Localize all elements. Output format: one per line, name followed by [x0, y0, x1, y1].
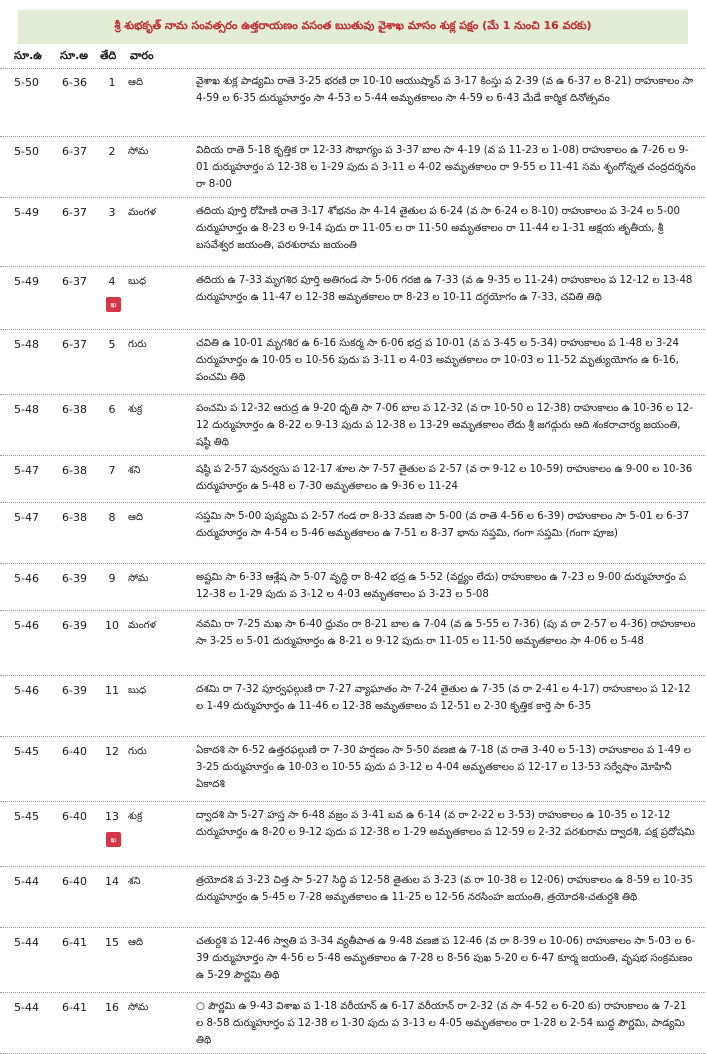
- sunset-cell: 6-37: [62, 145, 87, 158]
- panchang-details: షష్ఠి ప 2-57 పునర్వసు ప 12-17 శూల సా 7-57 తైతుల ప 2-57 (వ రా 9-12 ల 10-59) రాహుకాలం ఉ 9-00 ల 10-36 దుర్ముహూర్తం ఉ 5-48 ల 7-30 అమృతకాలం ఉ 9-36 ల 11-24: [196, 464, 693, 492]
- table-row: [0, 564, 706, 611]
- panchang-details: తదియ ఉ 7-33 మృగశిర పూర్తి అతిగండ సా 5-06 గరజి ఉ 7-33 (వ ఉ 9-35 ల 11-24) రాహుకాలం ప 12-12 ల 13-48 దుర్ముహూర్తం ఉ 11-47 ల 12-38 అమృతకాలం రా 8-23 ల 10-11 దగ్ధయోగం ఉ 7-33, చవితి తిథి: [196, 275, 693, 303]
- table-row: [0, 456, 706, 503]
- date-cell: 16: [105, 1001, 119, 1014]
- date-cell: 4: [108, 275, 116, 288]
- sunset-cell: 6-37: [62, 338, 87, 351]
- sunrise-cell: 5-50: [14, 145, 39, 158]
- date-cell: 5: [108, 338, 116, 351]
- panchang-details: ద్వాదశి సా 5-27 హస్త సా 6-48 వజ్రం ప 3-41 బవ ఉ 6-14 (వ రా 2-22 ల 3-53) రాహుకాలం ఉ 10-35 ల 12-12 దుర్ముహూర్తం ఉ 8-20 ల 9-12 పుదు ప 12-38 ల 1-29 అమృతకాలం ప 12-59 ల 2-32 పరశురామ ద్వాదశి, పక్ష ప్రదోషమి: [196, 810, 695, 838]
- sunset-cell: 6-36: [62, 76, 87, 89]
- table-row: [0, 503, 706, 564]
- date-cell: 7: [108, 464, 116, 477]
- date-cell: 15: [105, 936, 119, 949]
- weekday-cell: ఆది: [128, 77, 144, 88]
- panchang-details: పంచమి ప 12-32 ఆరుద్ర ఉ 9-20 ధృతి సా 7-06 బాల ప 12-32 (వ రా 10-50 ల 12-38) రాహుకాలం ఉ 10-36 ల 12-12 దుర్ముహూర్తం ఉ 8-22 ల 9-13 పుదు ప 12-38 ల 13-29 అమృతకాలం లేదు శ్రీ జగద్గురు ఆది శంకరాచార్య జయంతి, షష్ఠి తిథి: [196, 403, 694, 448]
- panchang-details: సప్తమి సా 5-00 పుష్యమి ప 2-57 గండ రా 8-33 వణజి సా 5-00 (వ రాతె 4-56 ల 6-39) రాహుకాలం సా 5-01 ల 6-37 దుర్ముహూర్తం సా 4-54 ల 5-46 అమృతకాలం ఉ 7-51 ల 8-37 భాను సప్తమి, గంగా సప్తమి (గంగా పూజ): [196, 511, 690, 539]
- date-cell: 3: [108, 206, 116, 219]
- panchang-details: వైశాఖ శుక్ల పాడ్యమి రాతె 3-25 భరణి రా 10-10 ఆయుష్మాన్ ప 3-17 కింస్తు ప 2-39 (వ ఉ 6-37 ల 8-21) రాహుకాలం సా 4-59 ల 6-35 దుర్ముహూర్తం సా 4-53 ల 5-44 అమృతకాలం సా 4-59 ల 6-43 మేడే కార్మిక దినోత్సవం: [196, 76, 694, 104]
- sunrise-cell: 5-45: [14, 745, 39, 758]
- date-cell: 12: [105, 745, 119, 758]
- panchang-details: అష్టమి సా 6-33 ఆశ్లేష సా 5-07 వృద్ధి రా 8-42 భద్ర ఉ 5-52 (వర్జ్యం లేదు) రాహుకాలం ఉ 7-23 ల 9-00 దుర్ముహూర్తం ప 12-38 ల 1-29 పుదు ప 3-12 ల 4-03 అమృతకాలం ప 3-23 ల 5-08: [196, 572, 687, 600]
- sunset-cell: 6-41: [62, 1001, 87, 1014]
- table-row: [0, 867, 706, 928]
- sunrise-cell: 5-46: [14, 572, 39, 585]
- table-row: [0, 676, 706, 737]
- col-sunrise-header: సూ.ఉ: [14, 49, 43, 62]
- weekday-cell: మంగళ: [128, 207, 156, 218]
- col-day-header: వారం: [130, 49, 154, 62]
- sunrise-cell: 5-45: [14, 810, 39, 823]
- panchang-details: విదియ రాతె 5-18 కృత్తిక రా 12-33 సౌభాగ్యం ప 3-37 బాల సా 4-19 (వ ప 11-23 ల 1-08) రాహుకాలం ఉ 7-26 ల 9-01 దుర్ముహూర్తం ప 12-38 ల 1-29 పుదు ప 3-11 ల 4-02 అమృతకాలం రా 9-55 ల 11-41 సమ శృంగోన్నత చంద్రదర్శనం రా 8-00: [196, 145, 696, 190]
- weekday-cell: సోమ: [128, 1002, 149, 1013]
- sunrise-cell: 5-44: [14, 875, 39, 888]
- sunset-cell: 6-38: [62, 464, 87, 477]
- sunrise-cell: 5-44: [14, 1001, 39, 1014]
- date-cell: 10: [105, 619, 119, 632]
- weekday-cell: గురు: [128, 339, 147, 350]
- panchangam-table: [0, 68, 706, 1054]
- panchang-details: చవితి ఉ 10-01 మృగశిర ఉ 6-16 సుకర్మ సా 6-06 భద్ర ప 10-01 (వ ప 3-45 ల 5-34) రాహుకాలం ప 1-48 ల 3-24 దుర్ముహూర్తం ఉ 10-05 ల 10-56 పుదు ప 3-11 ల 4-03 అమృతకాలం రా 10-03 ల 11-52 మృత్యుయోగం ఉ 6-16, పంచమి తిథి: [196, 338, 679, 383]
- date-cell: 13: [105, 810, 119, 823]
- sunrise-cell: 5-49: [14, 206, 39, 219]
- date-cell: 1: [108, 76, 116, 89]
- table-row: [0, 330, 706, 395]
- weekday-cell: శుక్ర: [128, 404, 143, 415]
- sunset-cell: 6-38: [62, 403, 87, 416]
- sunrise-cell: 5-46: [14, 684, 39, 697]
- weekday-cell: శుక్ర: [128, 811, 143, 822]
- date-cell: 11: [105, 684, 119, 697]
- table-row: [0, 68, 706, 137]
- panchang-details: త్రయోదశి ప 3-23 చిత్త సా 5-27 సిద్ధి ప 12-58 తైతుల ప 3-23 (వ రా 10-38 ల 12-06) రాహుకాలం ఉ 8-59 ల 10-35 దుర్ముహూర్తం ఉ 5-45 ల 7-28 అమృతకాలం ఉ 11-25 ల 12-56 నరసింహ జయంతి, త్రయోదశి-చతుర్దశి తిథి: [196, 875, 693, 903]
- weekday-cell: బుధ: [128, 276, 147, 287]
- page-title: [18, 10, 688, 44]
- holiday-badge: ఖ: [106, 832, 121, 847]
- sunset-cell: 6-39: [62, 619, 87, 632]
- sunset-cell: 6-37: [62, 275, 87, 288]
- weekday-cell: సోమ: [128, 573, 149, 584]
- table-row: [0, 267, 706, 330]
- sunset-cell: 6-40: [62, 875, 87, 888]
- sunset-cell: 6-38: [62, 511, 87, 524]
- weekday-cell: ఆది: [128, 512, 144, 523]
- weekday-cell: శని: [128, 465, 141, 476]
- sunrise-cell: 5-47: [14, 511, 39, 524]
- sunset-cell: 6-39: [62, 684, 87, 697]
- sunrise-cell: 5-46: [14, 619, 39, 632]
- date-cell: 8: [108, 511, 116, 524]
- sunset-cell: 6-40: [62, 745, 87, 758]
- panchang-details: ఏకాదశి సా 6-52 ఉత్తరఫల్గుణి రా 7-30 హర్షణం సా 5-50 వణజి ఉ 7-18 (వ రాతె 3-40 ల 5-13) రాహుకాలం ప 1-49 ల 3-25 దుర్ముహూర్తం ఉ 10-03 ల 10-55 పుదు ప 3-12 ల 4-04 అమృతకాలం ప 12-17 ల 13-53 సర్వేషాం మోహినీ ఏకాదశి: [196, 745, 692, 790]
- sunset-cell: 6-37: [62, 206, 87, 219]
- weekday-cell: ఆది: [128, 937, 144, 948]
- table-row: [0, 928, 706, 993]
- table-row: [0, 737, 706, 802]
- sunset-cell: 6-39: [62, 572, 87, 585]
- date-cell: 9: [108, 572, 116, 585]
- sunset-cell: 6-41: [62, 936, 87, 949]
- sunrise-cell: 5-49: [14, 275, 39, 288]
- table-row: [0, 611, 706, 676]
- panchang-details: ○ పౌర్ణమి ఉ 9-43 విశాఖ ప 1-18 వరీయాన్ ఉ 6-17 వరీయాన్ రా 2-32 (వ సా 4-52 ల 6-20 కు) రాహుకాలం ఉ 7-21 ల 8-58 దుర్ముహూర్తం ప 12-38 ల 1-30 పుదు ప 3-13 ల 4-05 అమృతకాలం రా 1-28 ల 2-54 బుద్ధ పౌర్ణమి, పాడ్యమి తిథి: [196, 1001, 687, 1046]
- sunrise-cell: 5-50: [14, 76, 39, 89]
- col-sunset-header: సూ.అ: [60, 49, 89, 62]
- col-date-header: తేది: [100, 49, 117, 62]
- date-cell: 14: [105, 875, 119, 888]
- weekday-cell: గురు: [128, 746, 147, 757]
- table-row: [0, 395, 706, 456]
- weekday-cell: బుధ: [128, 685, 147, 696]
- weekday-cell: సోమ: [128, 146, 149, 157]
- sunrise-cell: 5-44: [14, 936, 39, 949]
- page-title-text: శ్రీ శుభకృత్ నామ సంవత్సరం ఉత్తరాయణం వసంత ఋతువు వైశాఖ మాసం శుక్ల పక్షం (మే 1 నుంచి 16 వరకు): [114, 19, 592, 32]
- panchang-details: నవమి రా 7-25 మఖ సా 6-40 ధ్రువం రా 8-21 బాల ఉ 7-04 (వ ఉ 5-55 ల 7-36) (పు వ రా 2-57 ల 4-36) రాహుకాలం సా 3-25 ల 5-01 దుర్ముహూర్తం ఉ 8-21 ల 9-12 పుదు రా 11-05 ల 11-50 అమృతకాలం సా 4-06 ల 5-48: [196, 619, 696, 647]
- weekday-cell: శని: [128, 876, 141, 887]
- holiday-badge: ఖ: [106, 297, 121, 312]
- date-cell: 6: [108, 403, 116, 416]
- column-header-row: [0, 44, 706, 69]
- panchang-details: తదియ పూర్తి రోహిణి రాతె 3-17 శోభనం సా 4-14 తైతుల ప 6-24 (వ సా 6-24 ల 8-10) రాహుకాలం ప 3-24 ల 5-00 దుర్ముహూర్తం ఉ 8-23 ల 9-14 పుదు రా 11-05 ల రా 11-50 అమృతకాలం రా 11-44 ల 1-31 అక్షయ తృతీయ, శ్రీ బసవేశ్వర జయంతి, పరశురామ జయంతి: [196, 206, 681, 251]
- sunrise-cell: 5-47: [14, 464, 39, 477]
- sunset-cell: 6-40: [62, 810, 87, 823]
- sunrise-cell: 5-48: [14, 338, 39, 351]
- panchang-details: దశమి రా 7-32 పూర్వఫల్గుణి రా 7-27 వ్యాఘాతం సా 7-24 తైతుల ఉ 7-35 (వ రా 2-41 ల 4-17) రాహుకాలం ప 12-12 ల 1-49 దుర్ముహూర్తం ఉ 11-46 ల 12-38 అమృతకాలం ప 12-51 ల 2-30 కృత్తిక కార్తె సా 6-35: [196, 684, 691, 712]
- sunrise-cell: 5-48: [14, 403, 39, 416]
- panchang-details: చతుర్దశి ప 12-46 స్వాతి ప 3-34 వ్యతీపాత ఉ 9-48 వణజి ప 12-46 (వ రా 8-39 ల 10-06) రాహుకాలం సా 5-03 ల 6-39 దుర్ముహూర్తం సా 4-56 ల 5-48 అమృతకాలం ఉ 7-28 ల 8-56 పుఖ 5-20 ల 6-47 కూర్మ జయంతి, వృషభ సంక్రమణం ఉ 5-29 పౌర్ణమి తిథి: [196, 936, 696, 981]
- weekday-cell: మంగళ: [128, 620, 156, 631]
- table-row: [0, 137, 706, 198]
- table-row: [0, 802, 706, 867]
- date-cell: 2: [108, 145, 116, 158]
- table-row: [0, 198, 706, 267]
